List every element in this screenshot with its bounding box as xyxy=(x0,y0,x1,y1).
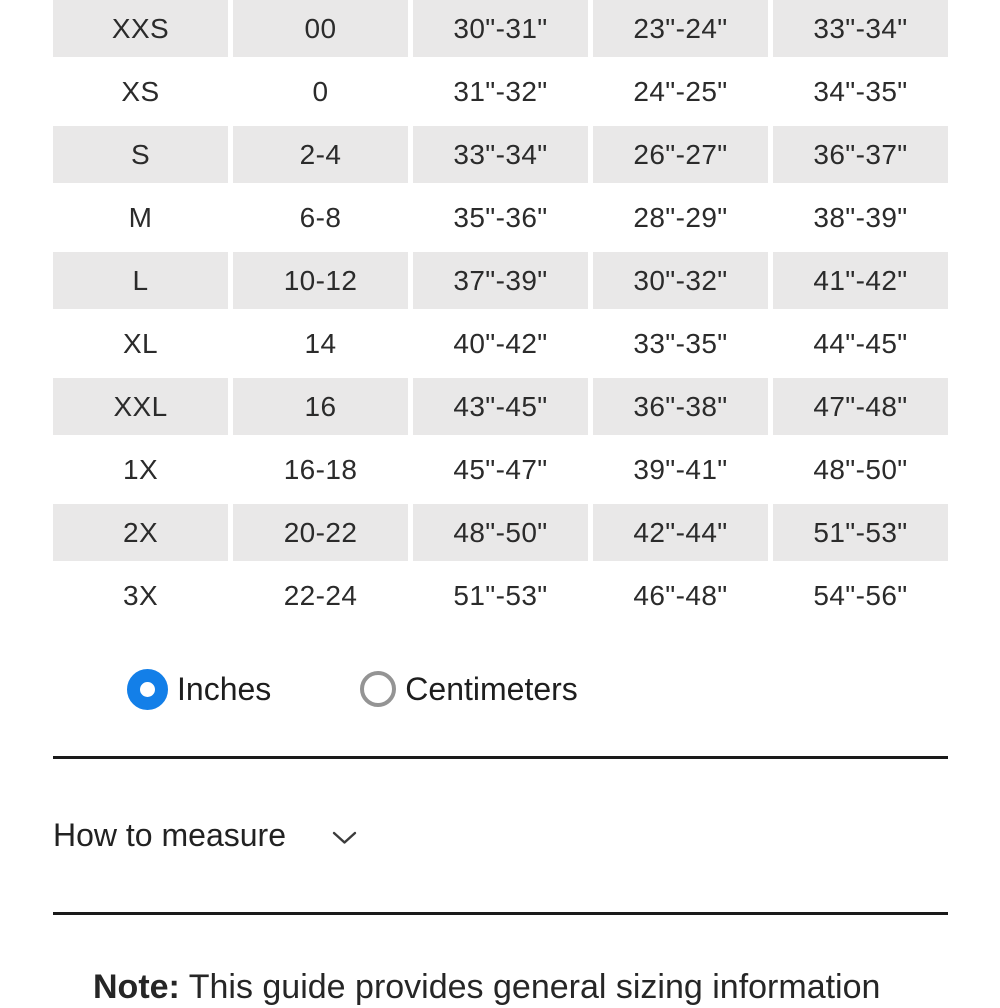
note-prefix: Note: xyxy=(93,968,180,1006)
table-cell: 48"-50" xyxy=(773,441,948,498)
how-to-measure-toggle[interactable] xyxy=(53,817,948,853)
table-cell: 36"-38" xyxy=(593,378,768,435)
table-cell: 24"-25" xyxy=(593,63,768,120)
table-cell: 23"-24" xyxy=(593,0,768,57)
radio-option-centimeters[interactable] xyxy=(360,671,578,708)
table-cell: 51"-53" xyxy=(413,567,588,624)
table-cell: 0 xyxy=(233,63,408,120)
table-cell: XXL xyxy=(53,378,228,435)
table-cell: 30"-32" xyxy=(593,252,768,309)
table-cell: M xyxy=(53,189,228,246)
table-cell: 41"-42" xyxy=(773,252,948,309)
table-cell: 48"-50" xyxy=(413,504,588,561)
table-cell: 33"-35" xyxy=(593,315,768,372)
divider-top xyxy=(53,756,948,759)
table-cell: XL xyxy=(53,315,228,372)
table-cell: 28"-29" xyxy=(593,189,768,246)
table-cell: 26"-27" xyxy=(593,126,768,183)
table-cell: 14 xyxy=(233,315,408,372)
table-cell: 33"-34" xyxy=(413,126,588,183)
table-cell: 31"-32" xyxy=(413,63,588,120)
table-cell: 2-4 xyxy=(233,126,408,183)
table-cell: 42"-44" xyxy=(593,504,768,561)
note-text xyxy=(93,966,983,1008)
table-cell: 43"-45" xyxy=(413,378,588,435)
table-cell: 47"-48" xyxy=(773,378,948,435)
table-cell: 45"-47" xyxy=(413,441,588,498)
chevron-down-icon xyxy=(332,831,357,845)
table-cell: 16-18 xyxy=(233,441,408,498)
table-cell: 1X xyxy=(53,441,228,498)
radio-unselected-icon xyxy=(360,671,396,707)
table-cell: 51"-53" xyxy=(773,504,948,561)
table-cell: 22-24 xyxy=(233,567,408,624)
table-cell: 46"-48" xyxy=(593,567,768,624)
table-cell: 3X xyxy=(53,567,228,624)
table-cell: 00 xyxy=(233,0,408,57)
note-body: This guide provides general sizing information xyxy=(179,968,881,1006)
table-cell: 36"-37" xyxy=(773,126,948,183)
table-cell: 10-12 xyxy=(233,252,408,309)
table-cell: S xyxy=(53,126,228,183)
table-cell: 20-22 xyxy=(233,504,408,561)
how-to-measure-label: How to measure xyxy=(53,817,286,853)
radio-label-inches: Inches xyxy=(177,670,272,707)
radio-label-centimeters: Centimeters xyxy=(405,670,578,707)
table-cell: 35"-36" xyxy=(413,189,588,246)
table-cell: 33"-34" xyxy=(773,0,948,57)
table-cell: 2X xyxy=(53,504,228,561)
table-cell: 44"-45" xyxy=(773,315,948,372)
table-cell: L xyxy=(53,252,228,309)
table-cell: 34"-35" xyxy=(773,63,948,120)
divider-bottom xyxy=(53,912,948,915)
table-cell: 30"-31" xyxy=(413,0,588,57)
table-cell: 16 xyxy=(233,378,408,435)
table-cell: 39"-41" xyxy=(593,441,768,498)
radio-selected-icon xyxy=(127,669,168,710)
table-cell: XXS xyxy=(53,0,228,57)
table-cell: 54"-56" xyxy=(773,567,948,624)
units-radio-group xyxy=(127,668,578,710)
size-chart-table xyxy=(53,0,948,624)
radio-option-inches[interactable] xyxy=(127,669,271,710)
table-cell: 40"-42" xyxy=(413,315,588,372)
table-cell: 38"-39" xyxy=(773,189,948,246)
table-cell: 6-8 xyxy=(233,189,408,246)
table-cell: 37"-39" xyxy=(413,252,588,309)
table-cell: XS xyxy=(53,63,228,120)
